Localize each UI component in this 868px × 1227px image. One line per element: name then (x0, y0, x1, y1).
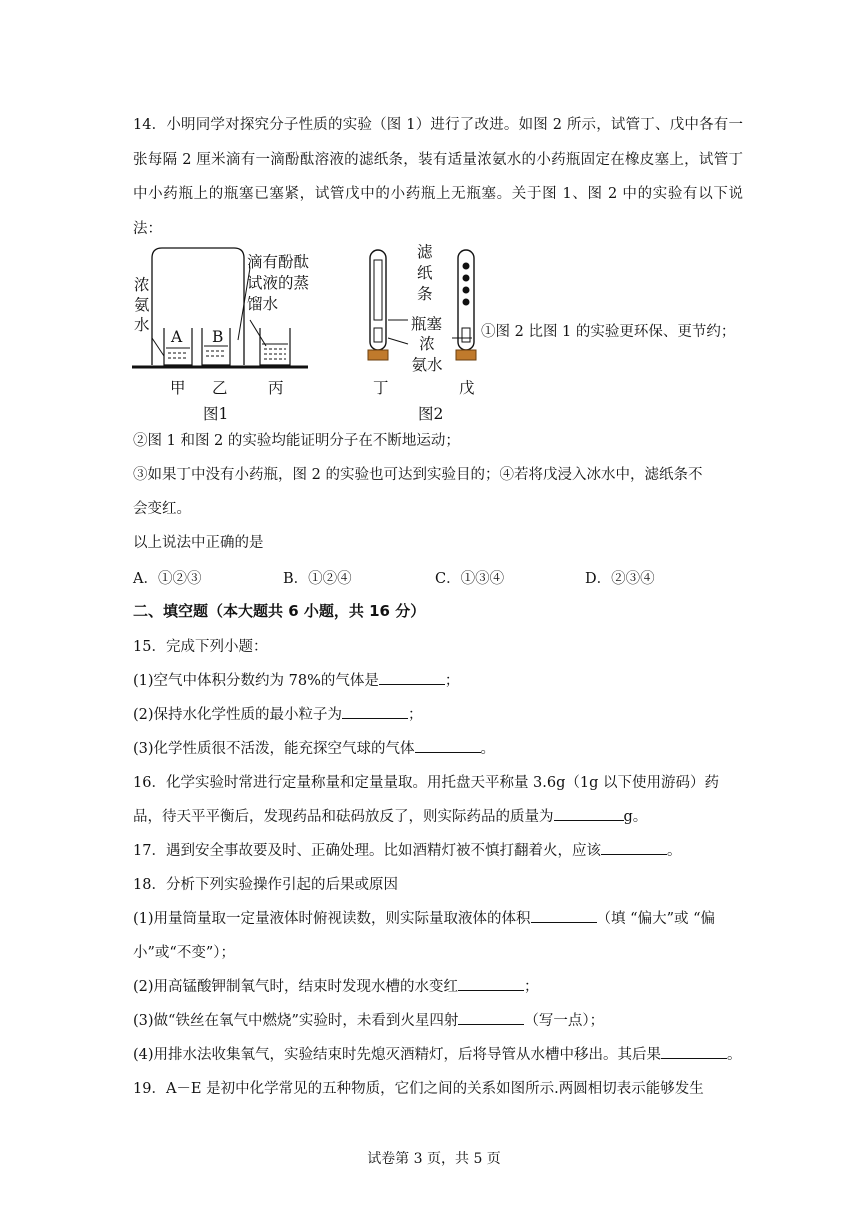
answer-blank[interactable] (458, 1010, 524, 1025)
statement-3-4-line1: ③如果丁中没有小药瓶，图 2 的实验也可达到实验目的；④若将戊浸入冰水中，滤纸条不 (133, 467, 703, 483)
question-18-sub1-line2: 小”或“不变”）； (133, 945, 235, 961)
question-18-sub3: (3)做“铁丝在氧气中燃烧”实验时，未看到火星四射 （写一点）； (133, 1004, 743, 1038)
question-18-sub1: (1)用量筒量取一定量液体时俯视读数，则实际量取液体的体积 （填 “偏大”或 “偏 (133, 902, 743, 936)
question-18-sub4: (4)用排水法收集氧气，实验结束时先熄灭酒精灯，后将导管从水槽中移出。其后果 。 (133, 1038, 743, 1072)
fig1-label-drop-water: 滴有酚酞 试液的蒸 馏水 (247, 253, 310, 313)
fig1-beaker-a: A (171, 328, 183, 346)
statement-2: ②图 1 和图 2 的实验均能证明分子在不断地运动； (133, 433, 460, 449)
option-d[interactable]: D．②③④ (585, 571, 655, 587)
option-a[interactable]: A．①②③ (133, 571, 202, 587)
question-18-stem: 18．分析下列实验操作引起的后果或原因 (133, 877, 398, 893)
option-b[interactable]: B．①②④ (283, 571, 352, 587)
fig1-label-yi: 乙 (212, 379, 228, 397)
answer-blank[interactable] (458, 976, 524, 991)
question-18-sub2: (2)用高锰酸钾制氧气时，结束时发现水槽的水变红 ； (133, 970, 743, 1004)
fig1-label-jia: 甲 (170, 379, 186, 397)
fig1-label-conc-ammonia: 浓 氨 水 (134, 276, 150, 334)
question-15-sub1: (1)空气中体积分数约为 78%的气体是 ； (133, 664, 743, 698)
question-16-line2: 品，待天平平衡后，发现药品和砝码放反了，则实际药品的质量为 g。 (133, 800, 743, 834)
fig2-label-filter: 滤 纸 条 (417, 243, 433, 303)
fig1-label-bing: 丙 (268, 379, 284, 397)
statement-3-4-line2: 会变红。 (133, 501, 191, 517)
question-19: 19．A－E 是初中化学常见的五种物质，它们之间的关系如图所示.两圆相切表示能够发生 (133, 1081, 704, 1097)
option-c[interactable]: C．①③④ (435, 571, 505, 587)
fig2-label-ding: 丁 (373, 379, 389, 397)
question-15-stem: 15．完成下列小题： (133, 639, 268, 655)
question-14-stem: 14．小明同学对探究分子性质的实验（图 1）进行了改进。如图 2 所示，试管丁、戊中各有一张每隔 2 厘米滴有一滴酚酞溶液的滤纸条，装有适量浓氨水的小药瓶固定在橡皮塞上，试管丁中小药瓶上的瓶塞已塞紧，试管戊中的小药瓶上无瓶塞。关于图 1、图 2 中的实验有以下说法： (133, 117, 743, 237)
section-2-heading: 二、填空题（本大题共 6 小题，共 16 分） (133, 602, 426, 620)
question-14-prompt: 以上说法中正确的是 (133, 535, 264, 551)
question-14-options (133, 562, 753, 596)
answer-blank[interactable] (601, 840, 667, 855)
statement-1: ①图 2 比图 1 的实验更环保、更节约； (481, 324, 736, 340)
answer-blank[interactable] (661, 1044, 727, 1059)
fig2-label-wu: 戊 (459, 379, 475, 397)
question-16-line1: 16．化学实验时常进行定量称量和定量量取。用托盘天平称量 3.6g（1g 以下使用游码）药 (133, 775, 720, 791)
fig2-label-ammonia: 浓 氨水 (411, 335, 443, 374)
fig1-beaker-b: B (212, 328, 224, 346)
fig2-caption: 图2 (418, 405, 444, 423)
answer-blank[interactable] (554, 806, 624, 821)
answer-blank[interactable] (531, 908, 597, 923)
question-17: 17．遇到安全事故要及时、正确处理。比如酒精灯被不慎打翻着火，应该 。 (133, 834, 743, 868)
page-footer: 试卷第 3 页，共 5 页 (367, 1151, 501, 1167)
fig1-caption: 图1 (203, 405, 229, 423)
question-15-sub2: (2)保持水化学性质的最小粒子为 ； (133, 698, 743, 732)
answer-blank[interactable] (342, 704, 408, 719)
answer-blank[interactable] (379, 670, 445, 685)
answer-blank[interactable] (415, 738, 481, 753)
fig2-label-stopper: 瓶塞 (411, 315, 443, 333)
question-15-sub3: (3)化学性质很不活泼，能充探空气球的气体 。 (133, 732, 743, 766)
